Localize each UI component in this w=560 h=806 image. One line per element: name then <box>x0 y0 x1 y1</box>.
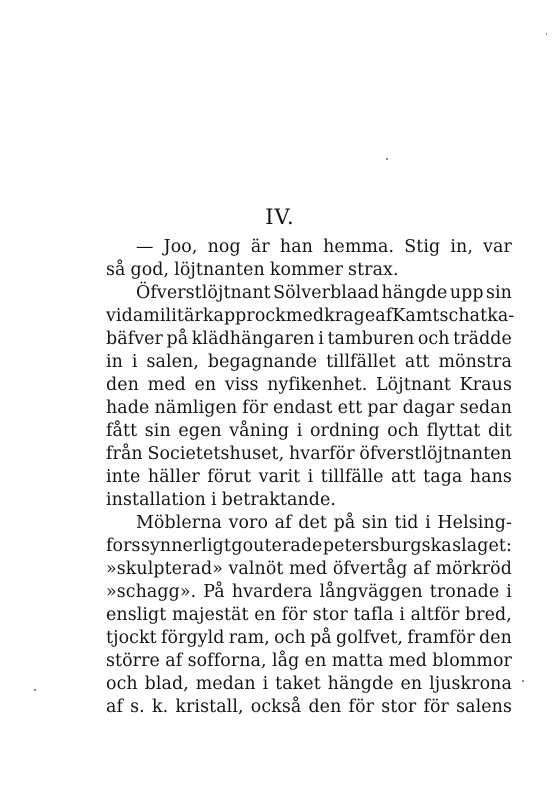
word: »schagg». <box>106 582 197 602</box>
text-line <box>106 305 515 328</box>
print-speck <box>546 33 547 35</box>
word: af <box>165 651 183 671</box>
word: sin <box>485 283 512 303</box>
word: och <box>387 421 419 441</box>
word: mönstra <box>438 352 512 372</box>
word: matta <box>331 651 384 671</box>
word: med <box>147 375 186 395</box>
word: upp <box>449 283 484 303</box>
word: så <box>106 260 126 280</box>
word: vida <box>106 306 144 326</box>
text-line <box>106 374 512 397</box>
word: från <box>106 444 143 464</box>
word: Societetshuset, <box>147 444 285 464</box>
word: på <box>333 513 356 533</box>
word: af <box>106 697 124 717</box>
word: nog <box>207 237 241 257</box>
text-line <box>106 673 512 696</box>
word: Möblerna <box>136 513 222 533</box>
word: På <box>203 582 225 602</box>
word: öfvertåg <box>332 559 408 579</box>
text-line <box>106 512 512 535</box>
word: i <box>210 490 217 510</box>
word: Helsing- <box>437 513 512 533</box>
word: han <box>279 237 313 257</box>
word: fors <box>106 536 141 556</box>
word: endast <box>272 398 333 418</box>
print-speck <box>522 680 524 682</box>
word: gouterade <box>231 536 323 556</box>
chapter-heading: IV. <box>265 205 295 229</box>
text-line <box>106 489 512 512</box>
word: tafla <box>353 605 394 625</box>
word: nyfikenhet. <box>267 375 368 395</box>
text-line <box>106 466 512 489</box>
word: »skulpterad» <box>106 559 223 579</box>
word: i <box>506 582 512 602</box>
print-speck <box>386 158 388 160</box>
word: i <box>296 421 303 441</box>
word: också <box>250 697 302 717</box>
word: på <box>166 329 189 349</box>
word: hans <box>469 467 512 487</box>
word: s. <box>130 697 145 717</box>
word: ett <box>337 398 363 418</box>
word: petersburgska <box>322 536 452 556</box>
word: en <box>194 375 217 395</box>
word: kommer <box>269 260 344 280</box>
word: i <box>307 467 314 487</box>
word: Löjtnant <box>376 375 451 395</box>
word: dagar <box>402 398 455 418</box>
word: god, <box>130 260 170 280</box>
word: för <box>242 398 268 418</box>
word: den <box>479 628 512 648</box>
text-line <box>106 558 512 581</box>
word: sedan <box>459 398 512 418</box>
word: af <box>413 559 431 579</box>
word: bäfver <box>106 329 163 349</box>
word: medan <box>195 674 256 694</box>
body-text <box>106 236 515 719</box>
word: hemma. <box>323 237 395 257</box>
word: i <box>318 329 324 349</box>
word: förut <box>207 467 252 487</box>
word: Stig <box>404 237 441 257</box>
text-line <box>106 581 512 604</box>
word: det <box>298 513 327 533</box>
word: flyttat <box>426 421 481 441</box>
word: Kamtschatka- <box>392 306 515 326</box>
word: stor <box>381 697 417 717</box>
word: i <box>131 352 138 372</box>
word: blommor <box>432 651 512 671</box>
word: tillfälle <box>320 467 384 487</box>
text-line <box>106 259 512 282</box>
word: förgyld <box>160 628 225 648</box>
word: golfvet, <box>336 628 404 648</box>
word: för <box>281 605 308 625</box>
word: af <box>274 513 292 533</box>
word: en <box>304 651 327 671</box>
word: begagnande <box>207 352 318 372</box>
word: sin <box>144 421 171 441</box>
text-line <box>106 627 512 650</box>
word: — <box>136 237 154 257</box>
word: viss <box>224 375 259 395</box>
word: att <box>404 352 430 372</box>
word: är <box>250 237 270 257</box>
word: salens <box>456 697 512 717</box>
word: på <box>310 628 332 648</box>
word: löjtnanten <box>174 260 265 280</box>
word: att <box>391 467 416 487</box>
word: i <box>425 513 431 533</box>
word: häller <box>147 467 200 487</box>
word: Kraus <box>459 375 512 395</box>
word: en <box>400 674 423 694</box>
word: kristall, <box>175 697 244 717</box>
word: och <box>274 628 306 648</box>
word: ordning <box>309 421 380 441</box>
word: i <box>262 674 269 694</box>
word: för <box>423 697 449 717</box>
word: valnöt <box>228 559 284 579</box>
word: bred, <box>465 605 512 625</box>
text-line <box>106 696 512 719</box>
word: varit <box>258 467 301 487</box>
word: tronade <box>429 582 500 602</box>
word: Öfverstlöjtnant <box>136 283 271 303</box>
text-line <box>106 604 512 627</box>
word: k. <box>151 697 169 717</box>
word: hvardera <box>231 582 313 602</box>
word: och <box>106 674 138 694</box>
word: låg <box>271 651 300 671</box>
word: mörkröd <box>435 559 512 579</box>
word: den <box>106 375 139 395</box>
word: Joo, <box>163 237 198 257</box>
word: synnerligt <box>140 536 231 556</box>
text-line <box>106 397 512 420</box>
text-line <box>106 443 512 466</box>
text-line <box>106 650 512 673</box>
word: betraktande. <box>221 490 336 510</box>
word: in, <box>450 237 473 257</box>
word: ram, <box>228 628 270 648</box>
text-line <box>106 420 512 443</box>
word: dit <box>488 421 512 441</box>
word: in <box>106 352 123 372</box>
text-line <box>106 282 512 305</box>
word: tjockt <box>106 628 157 648</box>
word: majestät <box>172 605 249 625</box>
word: den <box>308 697 342 717</box>
word: tillfället <box>326 352 396 372</box>
word: öfverstlöjtnanten <box>359 444 512 464</box>
word: voro <box>228 513 269 533</box>
word: fått <box>106 421 138 441</box>
word: inte <box>106 467 141 487</box>
word: tid <box>394 513 419 533</box>
word: i <box>399 605 405 625</box>
word: nämligen <box>154 398 238 418</box>
word: blad, <box>144 674 189 694</box>
word: sin <box>361 513 388 533</box>
word: strax. <box>348 260 399 280</box>
text-line <box>106 351 512 374</box>
word: en <box>254 605 276 625</box>
text-line <box>106 236 512 259</box>
word: med <box>388 651 427 671</box>
word: installation <box>106 490 206 510</box>
word: med <box>289 559 328 579</box>
word: egen <box>178 421 222 441</box>
word: framför <box>407 628 475 648</box>
word: par <box>367 398 398 418</box>
word: Sölverblaad <box>273 283 380 303</box>
word: hvarför <box>289 444 355 464</box>
word: krage <box>324 306 376 326</box>
word: altför <box>410 605 460 625</box>
word: hade <box>106 398 150 418</box>
word: klädhängaren <box>191 329 315 349</box>
print-speck <box>34 689 36 691</box>
word: hängde <box>381 283 448 303</box>
word: våning <box>229 421 290 441</box>
word: tamburen <box>327 329 415 349</box>
word: var <box>483 237 512 257</box>
word: med <box>285 306 325 326</box>
word: ljuskrona <box>429 674 512 694</box>
word: taga <box>423 467 463 487</box>
word: större <box>106 651 160 671</box>
word: sofforna, <box>187 651 267 671</box>
word: taket <box>275 674 321 694</box>
word: och <box>417 329 450 349</box>
word: för <box>348 697 375 717</box>
word: salen, <box>146 352 199 372</box>
word: af <box>375 306 393 326</box>
word: stor <box>312 605 348 625</box>
word: hängde <box>327 674 394 694</box>
word: långväggen <box>319 582 423 602</box>
word: slaget: <box>452 536 512 556</box>
word: trädde <box>453 329 512 349</box>
word: ensligt <box>106 605 167 625</box>
word: militärkapprock <box>143 306 286 326</box>
text-line <box>106 328 512 351</box>
text-line <box>106 535 512 558</box>
